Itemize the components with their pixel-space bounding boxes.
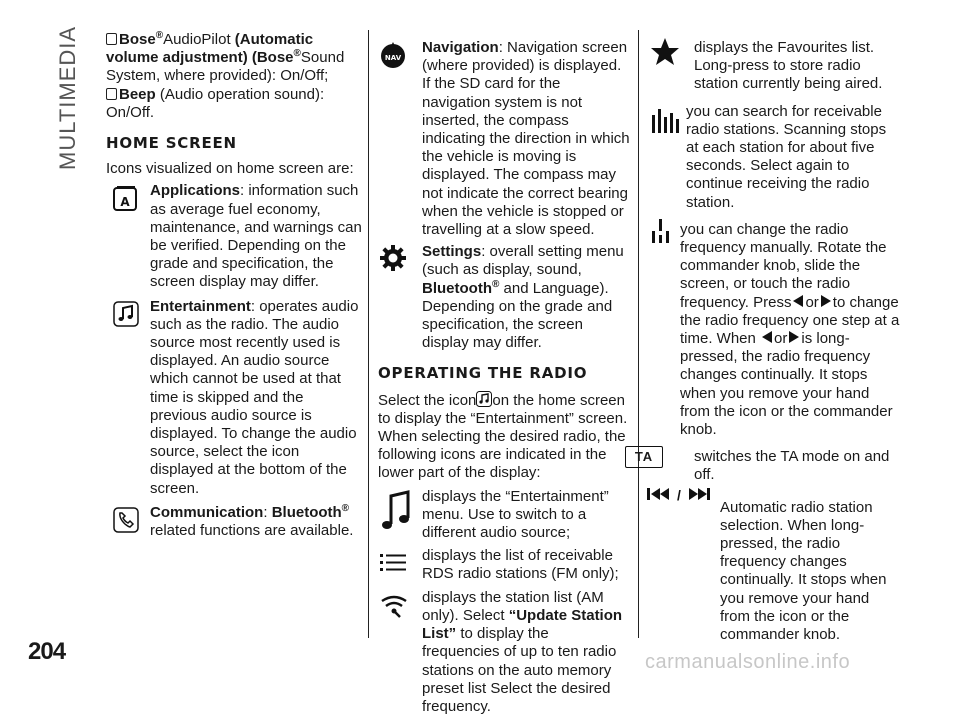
home-screen-heading: HOME SCREEN	[106, 134, 237, 153]
page-number: 204	[28, 638, 66, 665]
bluetooth-label: Bluetooth	[422, 279, 492, 297]
navigation-icon	[378, 39, 408, 69]
registered-mark: ®	[155, 30, 164, 41]
update-station-list-label: “Update Station List”	[422, 606, 623, 643]
beep-paragraph	[106, 86, 364, 122]
gear-icon	[378, 243, 408, 273]
scan-item	[650, 103, 900, 212]
entertainment-icon-item	[378, 488, 630, 543]
svg-text:/: /	[677, 486, 681, 503]
checkbox-icon	[106, 88, 117, 100]
registered-mark: ®	[491, 278, 500, 290]
applications-label: Applications	[150, 182, 241, 200]
column-2	[378, 39, 630, 716]
seek-icons	[647, 487, 711, 503]
watermark: carmanualsonline.info	[645, 651, 851, 673]
scan-desc: you can search for receivable radio stations. Scanning stops at each station for about five seconds. Select again to continue receiving the radio station.	[686, 102, 887, 211]
column-divider-2	[638, 30, 639, 638]
arrow-left-icon	[793, 295, 803, 307]
seek-desc: Automatic radio station selection. When long-pressed, the radio frequency changes continually. It stops when you remove your hand from the icon or the commander knob.	[720, 498, 887, 644]
entertainment-icon	[112, 300, 140, 328]
ta-icon: TA	[625, 446, 663, 468]
audiopilot-text: AudioPilot	[163, 31, 231, 48]
applications-icon	[112, 184, 140, 212]
tune-or: or	[774, 330, 788, 348]
applications-item	[106, 182, 364, 291]
registered-mark: ®	[341, 502, 350, 514]
checkbox-icon	[106, 33, 117, 45]
entertainment-icon-desc: displays the “Entertainment” menu. Use to switch to a different audio source;	[422, 487, 609, 542]
bose-label: Bose	[119, 31, 156, 48]
favourites-desc: displays the Favourites list. Long-press to store radio station currently being aired.	[694, 39, 883, 93]
music-note-icon	[380, 490, 412, 532]
manual-tune-item	[650, 221, 900, 439]
beep-label: Beep	[119, 85, 156, 103]
bose-paragraph	[106, 31, 364, 86]
station-list-desc-1: displays the station list (AM only). Select	[422, 588, 604, 624]
column-divider-1	[368, 30, 369, 638]
applications-desc: : information such as average fuel economy, maintenance, and warnings can be verified. Depending on the grade and specification, the screen display may differ.	[150, 182, 362, 291]
settings-label: Settings	[422, 243, 482, 261]
station-list-desc-2: to display the frequencies of up to ten radio stations on the auto memory preset list Select the desired frequency.	[422, 625, 617, 715]
navigation-item	[378, 39, 630, 239]
communication-label: Communication	[150, 503, 264, 521]
entertainment-item	[106, 298, 364, 498]
tune-or: or	[805, 293, 819, 311]
tune-icon	[650, 219, 672, 245]
tune-is: is long-pressed, the radio frequency changes continually. It stops when you remove your hand from the icon or the commander knob.	[680, 330, 893, 439]
settings-item	[378, 243, 630, 352]
bluetooth-label: Bluetooth	[271, 503, 342, 521]
sound-system-text: Sound System, where provided): On/Off;	[106, 49, 345, 85]
rds-list-desc: displays the list of receivable RDS radio stations (FM only);	[422, 547, 619, 583]
communication-sep: :	[263, 503, 272, 521]
home-intro: Icons visualized on home screen are:	[106, 160, 354, 178]
list-icon	[380, 551, 406, 575]
tune-to: to change the radio frequency one step at a time. When	[680, 293, 900, 348]
favourites-item	[650, 39, 900, 94]
operating-radio-heading: OPERATING THE RADIO	[378, 364, 588, 383]
navigation-desc: : Navigation screen (where provided) is displayed. If the SD card for the navigation system is not inserted, the compass indicating the direction in which the vehicle is moving is displayed. The compass may not indicate the correct bearing when the vehicle is stopped or travelling at a slow speed.	[422, 39, 630, 239]
navigation-label: Navigation	[422, 39, 499, 56]
ta-item	[634, 448, 900, 484]
radio-intro-2: on the home screen to display the “Entertainment” screen. When selecting the desired radio, the following icons are indicated in the lower part of the display:	[378, 391, 628, 482]
auto-volume-text: (Automatic volume adjustment) (Bose	[106, 31, 314, 67]
tune-desc-1: you can change the radio frequency manually. Rotate the commander knob, slide the screen, or touch the radio frequency. Press	[680, 220, 887, 311]
station-list-item	[378, 589, 630, 716]
entertainment-desc: : operates audio such as the radio. The audio source most recently used is displayed. An audio source which cannot be used at that time is skipped and the previous audio source is displayed. To change the audio source, select the icon displayed at the bottom of the screen.	[150, 297, 359, 497]
communication-icon	[112, 506, 140, 534]
registered-mark: ®	[293, 48, 301, 60]
communication-item	[106, 504, 364, 540]
svg-text:NAV: NAV	[384, 54, 402, 62]
beep-desc: (Audio operation sound): On/Off.	[106, 85, 325, 121]
settings-desc-1: : overall setting menu (such as display, sound,	[422, 243, 624, 279]
radio-intro-1: Select the icon	[378, 391, 477, 409]
scan-icon	[650, 105, 680, 135]
arrow-left-icon	[762, 331, 772, 343]
ta-desc: switches the TA mode on and off.	[694, 448, 890, 484]
column-1	[106, 31, 364, 540]
star-icon	[650, 37, 680, 67]
seek-item	[650, 487, 900, 645]
radio-intro	[378, 391, 630, 483]
music-note-icon	[476, 391, 492, 407]
arrow-right-icon	[821, 295, 831, 307]
section-title: MULTIMEDIA	[55, 25, 80, 170]
arrow-right-icon	[789, 331, 799, 343]
svg-text:A: A	[120, 195, 130, 210]
entertainment-label: Entertainment	[150, 297, 251, 315]
settings-desc-2: and Language). Depending on the grade and specification, the screen display may differ.	[422, 279, 613, 352]
rds-list-item	[378, 547, 630, 583]
column-3	[634, 39, 900, 653]
communication-desc: related functions are available.	[150, 522, 354, 540]
signal-icon	[380, 591, 410, 619]
